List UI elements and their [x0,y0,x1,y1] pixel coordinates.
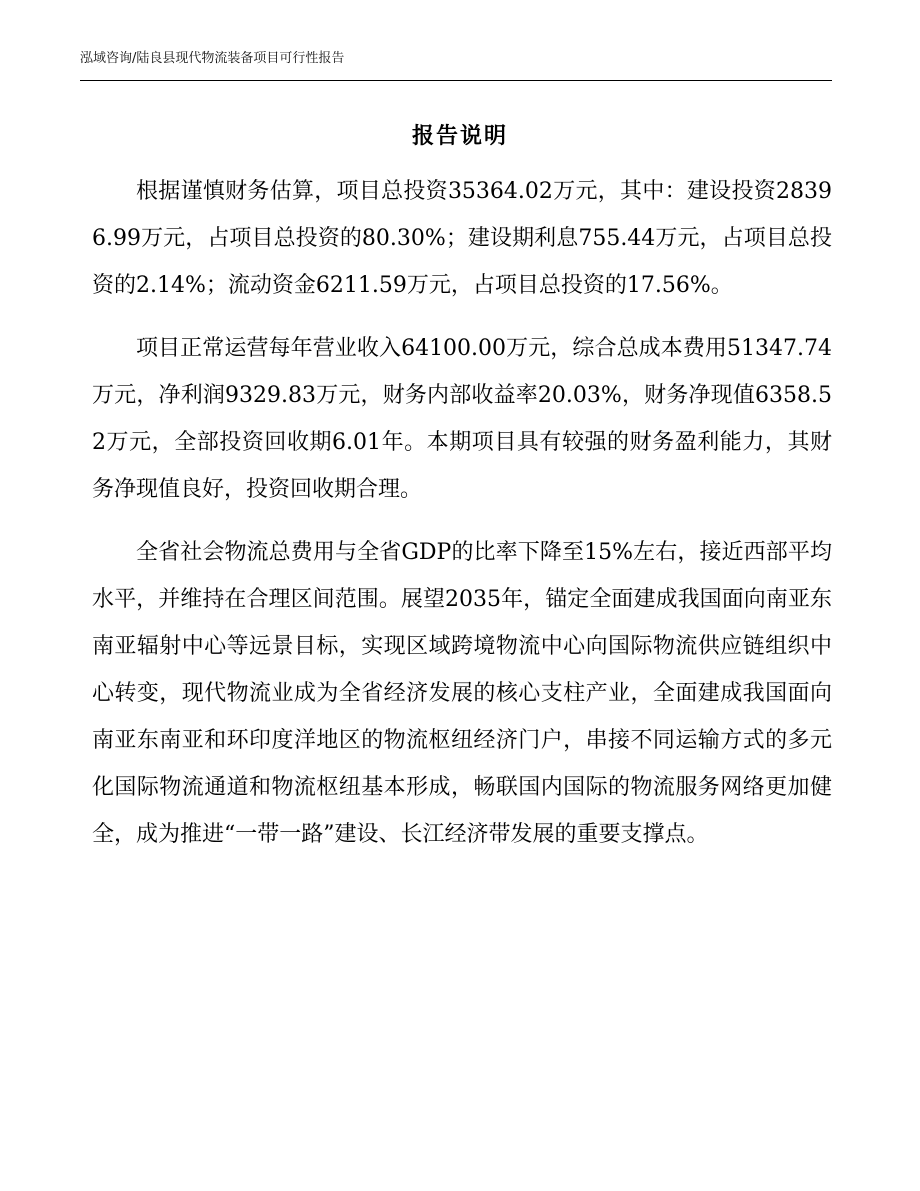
header-divider [80,80,832,81]
paragraph-revenue: 项目正常运营每年营业收入64100.00万元，综合总成本费用51347.74万元，净利润9329.83万元，财务内部收益率20.03%，财务净现值6358.52万元，全部投资回收期6.01年。本期项目具有较强的财务盈利能力，其财务净现值良好，投资回收期合理。 [92,336,832,502]
paragraph-outlook: 全省社会物流总费用与全省GDP的比率下降至15%左右，接近西部平均水平，并维持在合理区间范围。展望2035年，锚定全面建成我国面向南亚东南亚辐射中心等远景目标，实现区域跨境物流中心向国际物流供应链组织中心转变，现代物流业成为全省经济发展的核心支柱产业，全面建成我国面向南亚东南亚和环印度洋地区的物流枢纽经济门户，串接不同运输方式的多元化国际物流通道和物流枢纽基本形成，畅联国内国际的物流服务网络更加健全，成为推进“一带一路”建设、长江经济带发展的重要支撑点。 [92,540,832,847]
body-text [92,168,832,874]
section-title: 报告说明 [411,123,508,149]
running-header: 泓域咨询/陆良县现代物流装备项目可行性报告 [80,51,345,66]
paragraph-investment: 根据谨慎财务估算，项目总投资35364.02万元，其中：建设投资28396.99万元，占项目总投资的80.30%；建设期利息755.44万元，占项目总投资的2.14%；流动资金6211.59万元，占项目总投资的17.56%。 [92,179,832,298]
